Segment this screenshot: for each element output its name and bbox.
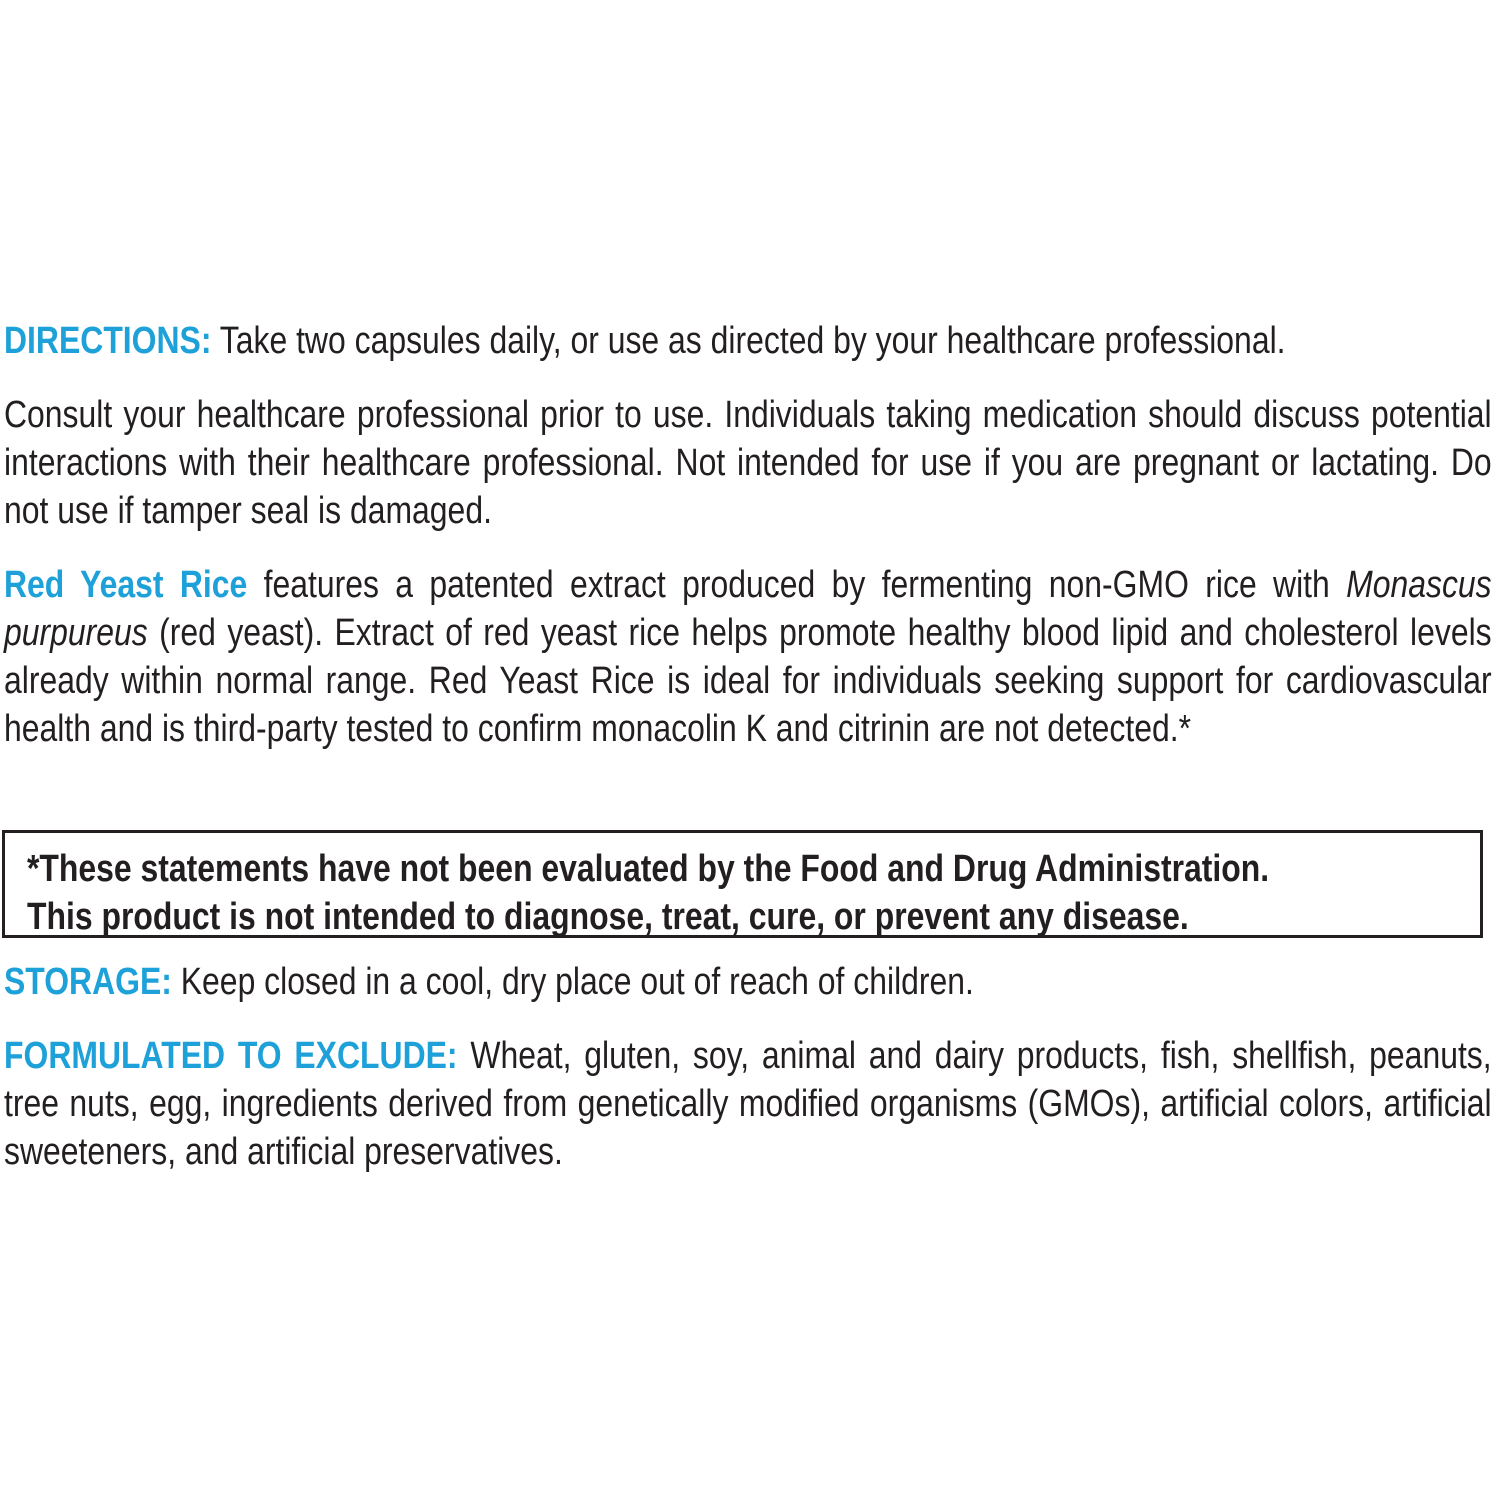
exclude-text: Wheat, gluten, soy, animal and dairy products, fish, shellfish, peanuts, tree nuts, egg, ingredients derived from genetically modified organisms (GMOs), artificial colors, artificial sweeteners, and artificial preservatives. xyxy=(4,1035,1492,1173)
storage-paragraph xyxy=(4,958,1492,1006)
exclude-heading: FORMULATED TO EXCLUDE: xyxy=(4,1035,458,1077)
directions-paragraph xyxy=(4,317,1492,365)
disclaimer-line-2: This product is not intended to diagnose, treat, cure, or prevent any disease. xyxy=(27,896,1189,938)
product-name: Red Yeast Rice xyxy=(4,564,248,606)
formulated-to-exclude-paragraph xyxy=(4,1032,1492,1176)
product-text-before: features a patented extract produced by fermenting non-GMO rice with xyxy=(263,564,1330,606)
fda-disclaimer-text xyxy=(27,845,1269,941)
directions-heading: DIRECTIONS: xyxy=(4,320,212,362)
species-name: Monascus purpureus xyxy=(4,564,1492,654)
storage-heading: STORAGE: xyxy=(4,961,172,1003)
warnings-paragraph: Consult your healthcare professional prior to use. Individuals taking medication should discuss potential interactions with their healthcare professional. Not intended for use if you are pregnant or lactating. Do not use if tamper seal is damaged. xyxy=(4,394,1492,532)
fda-disclaimer-box xyxy=(2,830,1483,938)
storage-text: Keep closed in a cool, dry place out of reach of children. xyxy=(180,961,974,1003)
product-description-paragraph xyxy=(4,561,1492,753)
product-text-after: (red yeast). Extract of red yeast rice helps promote healthy blood lipid and cholesterol levels already within normal range. Red Yeast Rice is ideal for individuals seeking support for cardiovascular health and is third-party tested to confirm monacolin K and citrinin are not detected.* xyxy=(4,612,1492,750)
directions-text: Take two capsules daily, or use as directed by your healthcare professional. xyxy=(219,320,1286,362)
disclaimer-line-1: *These statements have not been evaluated by the Food and Drug Administration. xyxy=(27,848,1270,890)
